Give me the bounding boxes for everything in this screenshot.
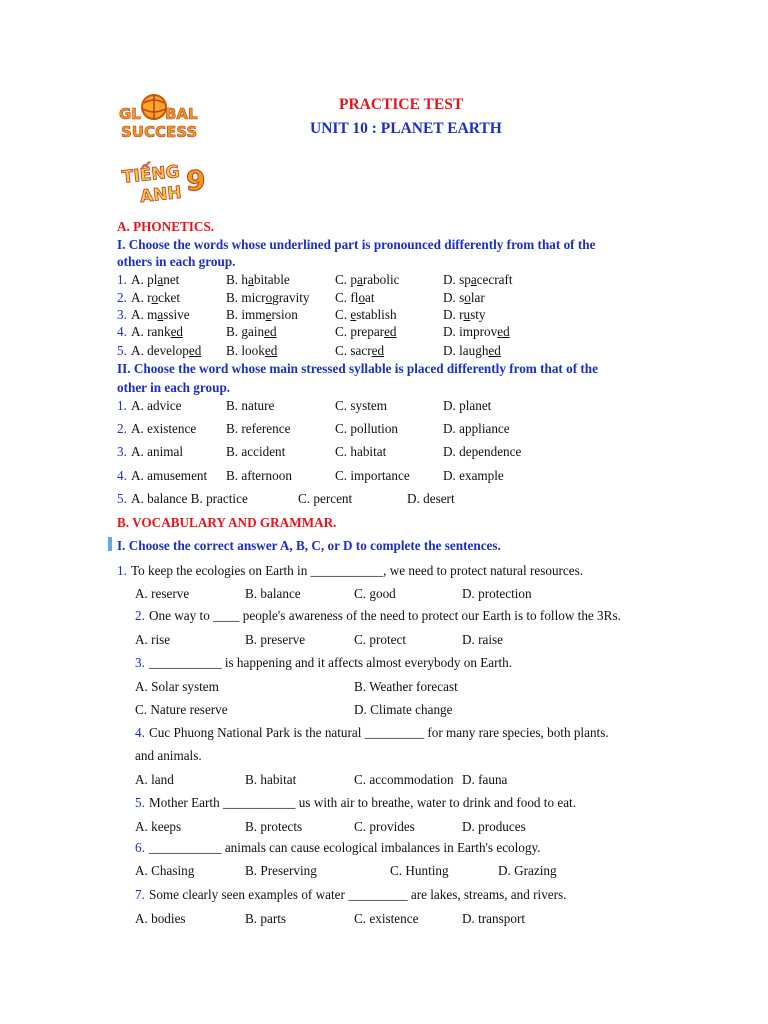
option-d: D. transport [462,911,525,926]
option-a: A. massive [131,307,190,322]
question-number: 7. [135,887,145,902]
question-number: 1. [117,563,127,578]
option-d: D. Grazing [498,863,557,878]
option-b: B. protects [245,819,303,834]
question-number: 2. [135,608,145,623]
question-number: 4. [117,324,127,339]
option-d: D. improved [443,324,510,339]
option-c: C. existence [354,911,419,926]
option-c: C. float [335,290,375,305]
global-success-logo [117,93,198,143]
option-a: A. Solar system [135,679,219,694]
option-c: C. protect [354,632,407,647]
option-b: B. looked [226,343,278,358]
option-a: A. rocket [131,290,181,305]
tieng-anh-9-logo [120,160,212,208]
svg-text:SUCCESS: SUCCESS [121,123,198,141]
question-text: To keep the ecologies on Earth in ___________, we need to protect natural resources. [131,563,584,578]
option-a: A. amusement [131,468,208,483]
part1-instruction-line1: I. Choose the words whose underlined part is pronounced differently from that of the [117,237,596,252]
svg-text:BAL: BAL [165,105,198,123]
option-a: A. existence [131,421,197,436]
option-d: D. spacecraft [443,272,513,287]
question-number: 3. [117,307,127,322]
option-d: D. produces [462,819,526,834]
question-text: ___________ animals can cause ecological imbalances in Earth's ecology. [149,840,541,855]
option-c: C. provides [354,819,415,834]
option-d: D. laughed [443,343,501,358]
part-b1-instruction: I. Choose the correct answer A, B, C, or D to complete the sentences. [117,538,501,553]
question-text-continued: and animals. [135,748,202,763]
option-c: C. Hunting [390,863,449,878]
option-b: B. reference [226,421,291,436]
option-a: A. Chasing [135,863,195,878]
option-d: D. rusty [443,307,486,322]
option-b: B. accident [226,444,286,459]
svg-text:TIẾNG: TIẾNG [121,161,181,188]
question-text: ___________ is happening and it affects almost everybody on Earth. [149,655,513,670]
question-number: 2. [117,290,127,305]
svg-text:ANH: ANH [139,182,183,208]
text-cursor [108,537,112,551]
option-b: B. parts [245,911,287,926]
svg-text:GL: GL [119,105,141,123]
option-a: A. reserve [135,586,190,601]
option-b: B. Weather forecast [354,679,458,694]
question-text: Mother Earth ___________ us with air to breathe, water to drink and food to eat. [149,795,577,810]
option-b: B. preserve [245,632,306,647]
option-b: B. balance [245,586,301,601]
option-d: D. planet [443,398,492,413]
question-number: 3. [135,655,145,670]
option-c: C. good [354,586,396,601]
option-c: C. system [335,398,388,413]
question-text: One way to ____ people's awareness of the need to protect our Earth is to follow the 3Rs. [149,608,621,623]
option-b: B. gained [226,324,277,339]
option-a: A. developed [131,343,202,358]
option-a: A. bodies [135,911,186,926]
part2-instruction-line2: other in each group. [117,380,231,395]
option-d: D. Climate change [354,702,453,717]
option-b: B. nature [226,398,275,413]
question-number: 5. [117,491,127,506]
option-a: A. keeps [135,819,182,834]
option-d: D. protection [462,586,532,601]
svg-text:9: 9 [186,164,206,197]
option-d: D. dependence [443,444,522,459]
option-b: B. microgravity [226,290,310,305]
option-c: C. habitat [335,444,387,459]
option-d: D. fauna [462,772,508,787]
option-b: B. afternoon [226,468,292,483]
option-c: C. pollution [335,421,399,436]
option-a: A. planet [131,272,180,287]
question-number: 2. [117,421,127,436]
option-ab: A. balance B. practice [131,491,248,506]
option-c: C. parabolic [335,272,400,287]
option-c: C. establish [335,307,397,322]
question-number: 5. [135,795,145,810]
option-a: A. advice [131,398,182,413]
option-d: D. appliance [443,421,510,436]
option-c: C. accommodation [354,772,454,787]
option-a: A. animal [131,444,184,459]
option-c: C. prepared [335,324,397,339]
question-number: 1. [117,398,127,413]
option-b: B. habitat [245,772,297,787]
question-text: Some clearly seen examples of water _________ are lakes, streams, and rivers. [149,887,567,902]
part2-instruction-line1: II. Choose the word whose main stressed syllable is placed differently from that of the [117,361,598,376]
question-number: 6. [135,840,145,855]
part1-instruction-line2: others in each group. [117,254,236,269]
question-number: 3. [117,444,127,459]
question-text: Cuc Phuong National Park is the natural _________ for many rare species, both plants. [149,725,609,740]
option-d: D. desert [407,491,455,506]
option-b: B. Preserving [245,863,317,878]
question-number: 1. [117,272,127,287]
option-d: D. solar [443,290,485,305]
option-d: D. raise [462,632,504,647]
option-c: C. Nature reserve [135,702,228,717]
option-a: A. land [135,772,174,787]
question-number: 4. [117,468,127,483]
option-d: D. example [443,468,504,483]
page-title: PRACTICE TEST [339,96,464,113]
option-b: B. immersion [226,307,298,322]
option-c: C. percent [298,491,353,506]
option-a: A. rise [135,632,171,647]
question-number: 5. [117,343,127,358]
option-b: B. habitable [226,272,290,287]
question-number: 4. [135,725,145,740]
page-subtitle: UNIT 10 : PLANET EARTH [310,120,502,137]
option-c: C. importance [335,468,410,483]
option-a: A. ranked [131,324,184,339]
section-a-heading: A. PHONETICS. [117,219,215,234]
option-c: C. sacred [335,343,385,358]
section-b-heading: B. VOCABULARY AND GRAMMAR. [117,515,337,530]
